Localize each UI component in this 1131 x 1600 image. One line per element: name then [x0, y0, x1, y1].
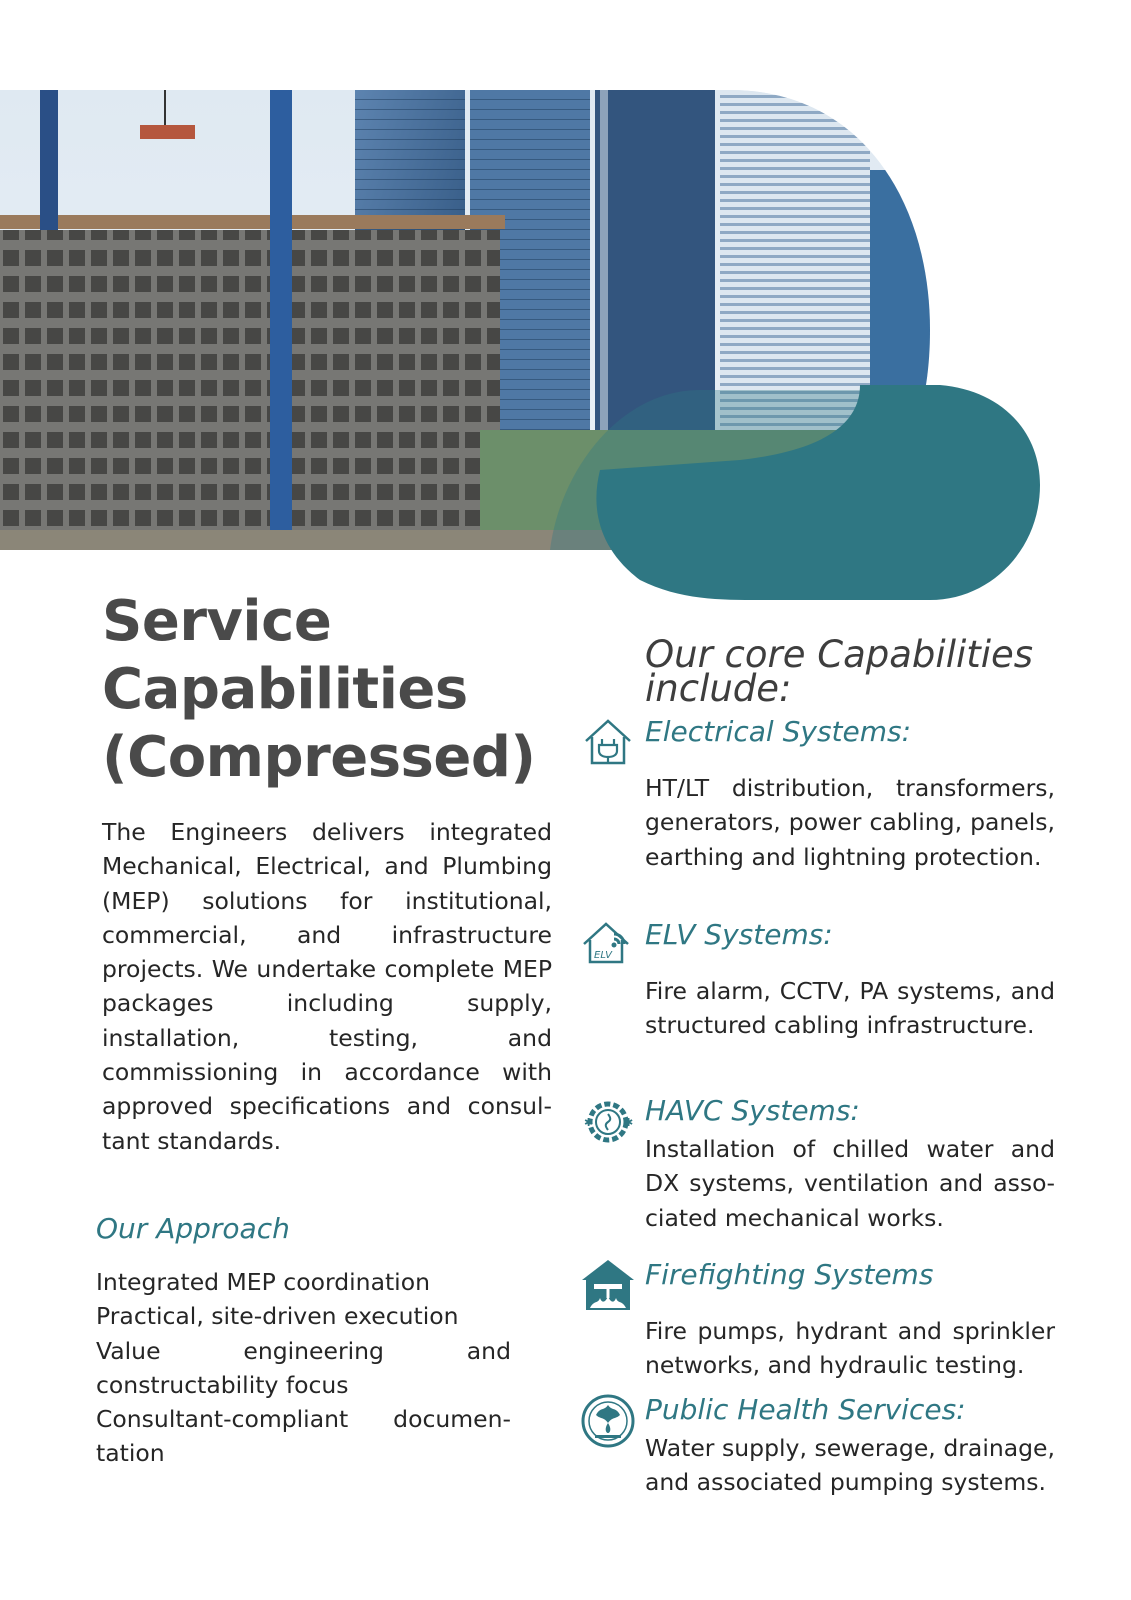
capability-title: ELV Systems: — [645, 918, 833, 951]
approach-list — [96, 1265, 511, 1471]
house-elv-icon — [580, 918, 636, 974]
capability-description: Water supply, sewerage, drainage, and associated pumping systems. — [645, 1434, 1055, 1497]
core-capabilities-heading — [645, 633, 1095, 710]
title-line-3: (Compressed) — [102, 725, 536, 790]
construction-skyline-illustration — [0, 90, 1131, 630]
intro-paragraph: The Engineers delivers integrated Mechanical, Electrical, and Plumbing (MEP) solutions for institutional, commercial, and infrastructure projects. We undertake complete MEP packages including supply, installation, testing, and commissioning in accordance with approved specifications and consultant standards. — [102, 818, 552, 1155]
svg-text:✱: ✱ — [584, 1116, 594, 1129]
svg-text:✱: ✱ — [624, 1116, 634, 1129]
svg-text:ELV: ELV — [594, 950, 613, 961]
firefighting-house-icon — [580, 1258, 636, 1314]
hero-image — [0, 90, 1131, 630]
core-title-line-1: Our core Capabilities — [645, 633, 1034, 676]
title-line-2: Capabilities — [102, 657, 468, 722]
capability-title: Public Health Services: — [645, 1393, 966, 1426]
hvac-gear-icon — [580, 1094, 636, 1150]
capability-title: Electrical Systems: — [645, 715, 912, 748]
capability-description: Fire pumps, hydrant and sprinkler networks, and hydraulic testing. — [645, 1317, 1055, 1380]
list-item: Value engineering and constructability focus — [96, 1336, 511, 1399]
list-item: Integrated MEP coordination — [96, 1268, 430, 1296]
page-title — [102, 588, 582, 792]
capability-description: Fire alarm, CCTV, PA systems, and structured cabling infrastructure. — [645, 977, 1055, 1040]
capability-description: HT/LT distribution, transformers, generators, power cabling, panels, earthing and lightning protection. — [645, 774, 1055, 871]
title-line-1: Service — [102, 589, 332, 654]
core-title-line-2: include: — [645, 667, 792, 710]
list-item: Practical, site-driven execution — [96, 1302, 459, 1331]
capability-title: Firefighting Systems — [645, 1258, 934, 1291]
house-plug-icon — [580, 715, 636, 771]
public-health-emblem-icon — [580, 1393, 636, 1449]
approach-heading: Our Approach — [96, 1212, 290, 1245]
list-item: Consultant-compliant documentation — [96, 1405, 511, 1468]
capability-title: HAVC Systems: — [645, 1094, 860, 1127]
capability-description: Installation of chilled water and DX systems, ventilation and associated mechanical works. — [645, 1135, 1055, 1232]
